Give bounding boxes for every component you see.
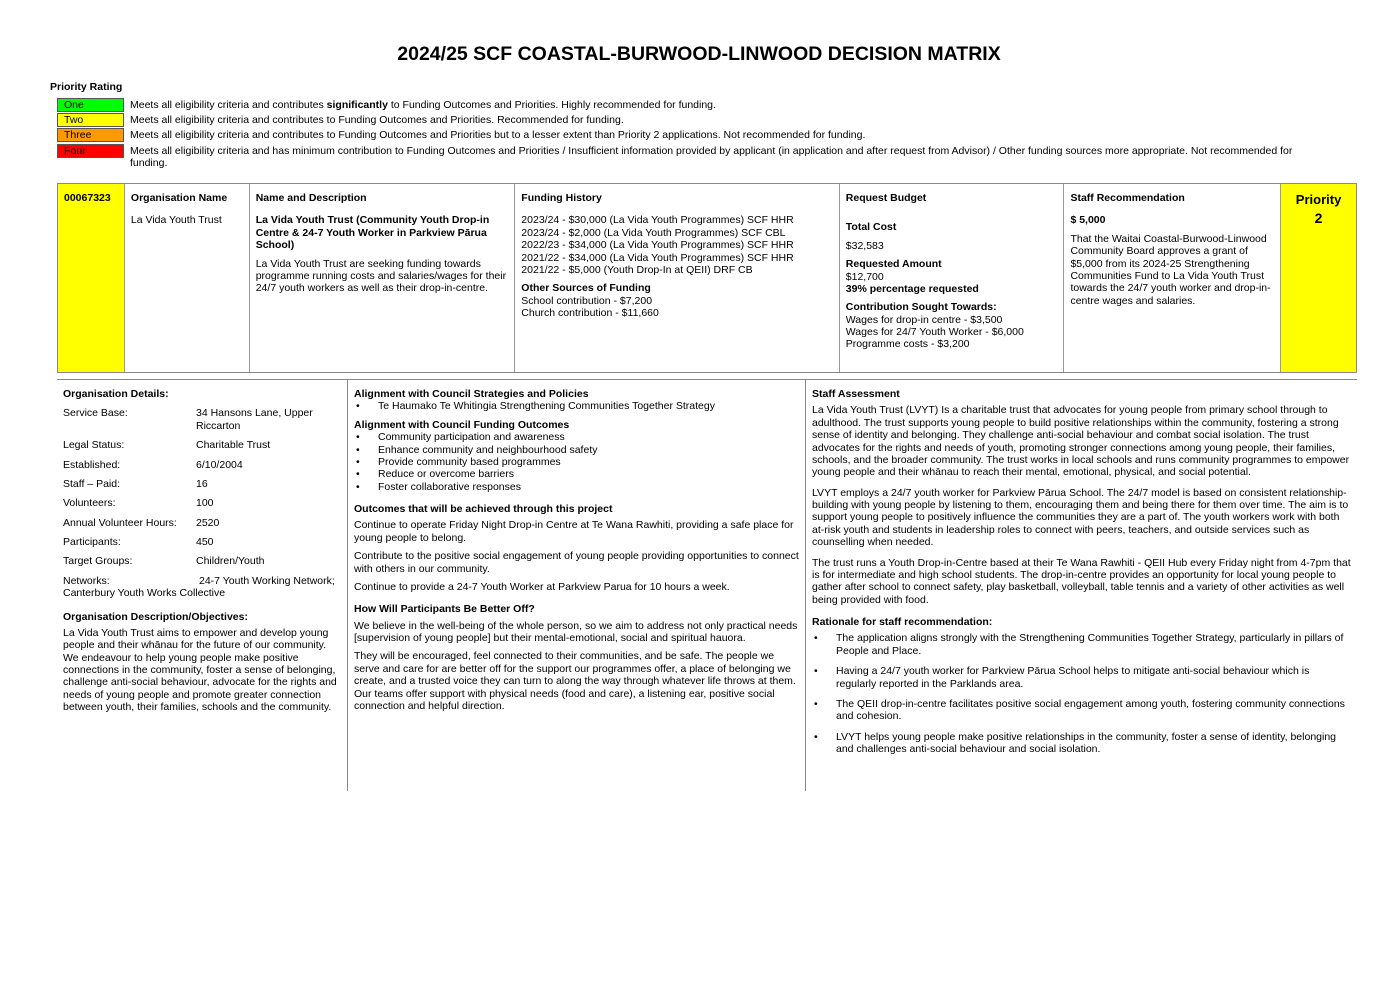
organisation-name-heading: Organisation Name — [130, 192, 228, 204]
staff-recommendation-heading: Staff Recommendation — [1070, 192, 1185, 204]
strategy-item: • Te Haumako Te Whitingia Strengthening Communities Together Strategy — [354, 400, 799, 412]
better-off-item: We believe in the well-being of the whole person, so we aim to address not only practical needs [supervision of young people] but their mental-emotional, social and spiritual hauora. — [354, 619, 798, 644]
organisation-field-label: Legal Status: — [63, 439, 125, 452]
strategies-list — [354, 400, 799, 412]
organisation-fields — [63, 407, 341, 567]
organisation-field-row — [63, 497, 341, 509]
staff-assessment-paragraphs — [812, 404, 1351, 606]
organisation-field-row — [63, 439, 341, 451]
page-title: 2024/25 SCF COASTAL-BURWOOD-LINWOOD DECISION MATRIX — [397, 43, 1001, 65]
organisation-field-value: 34 Hansons Lane, Upper Riccarton — [196, 407, 313, 432]
total-cost-heading: Total Cost — [845, 221, 897, 234]
organisation-field-label: Participants: — [63, 536, 121, 548]
organisation-field-value: 100 — [196, 497, 214, 510]
contribution-item: Wages for 24/7 Youth Worker - $6,000 — [845, 326, 1024, 338]
organisation-field-value: Charitable Trust — [196, 439, 271, 452]
contribution-item: Wages for drop-in centre - $3,500 — [845, 313, 1003, 326]
funding-history-cell — [515, 184, 839, 372]
priority-heading: Priority — [1295, 192, 1342, 207]
contribution-list — [846, 314, 1058, 351]
staff-assessment-column — [806, 380, 1357, 791]
rationale-item: • LVYT helps young people make positive relationships in the community, foster a sense of identity, belonging and challenges anti-social behaviour and social isolation. — [812, 731, 1351, 756]
organisation-field-value: 6/10/2004 — [196, 458, 243, 471]
strategies-heading: Alignment with Council Strategies and Policies — [354, 388, 589, 400]
organisation-field-label: Staff – Paid: — [63, 477, 121, 490]
priority-description — [130, 99, 1320, 111]
staff-recommendation-cell — [1064, 184, 1281, 372]
funding-outcome-item: • Community participation and awareness — [354, 431, 799, 443]
organisation-field-label: Volunteers: — [63, 497, 116, 510]
priority-description-text: Meets all eligibility criteria and contributes to Funding Outcomes and Priorities but to a lesser extent than Priority 2 applications. Not recommended for funding. — [130, 129, 866, 141]
organisation-name-cell — [125, 184, 250, 372]
organisation-field-value: 2520 — [196, 516, 220, 529]
project-title: La Vida Youth Trust (Community Youth Drop-in Centre & 24-7 Youth Worker in Parkview Pārua School) — [255, 214, 490, 252]
funding-outcome-item: • Reduce or overcome barriers — [354, 468, 799, 480]
total-cost-value: $32,583 — [845, 239, 884, 252]
project-description: La Vida Youth Trust are seeking funding towards programme running costs and salaries/wages for their 24/7 youth workers as well as their drop-in-centre. — [255, 257, 507, 295]
priority-description-text: Meets all eligibility criteria and contributes — [130, 99, 327, 111]
staff-recommendation-text: That the Waitai Coastal-Burwood-Linwood Community Board approves a grant of $5,000 from its 2024-25 Strengthening Communities Fund to La Vida Youth Trust towards the 24/7 youth worker and drop-in-centre wages and salaries. — [1070, 232, 1271, 307]
organisation-name: La Vida Youth Trust — [130, 214, 222, 227]
project-outcomes-list — [354, 519, 799, 593]
organisation-details-column — [57, 380, 348, 791]
organisation-field-label: Established: — [63, 458, 121, 471]
organisation-field-row — [63, 407, 341, 432]
funding-outcomes-heading: Alignment with Council Funding Outcomes — [354, 418, 570, 431]
other-sources-list — [521, 295, 832, 320]
organisation-field-value: 450 — [196, 536, 214, 548]
networks-row — [63, 575, 341, 600]
staff-assessment-paragraph: LVYT employs a 24/7 youth worker for Parkview Pārua School. The 24/7 model is based on consistent relationship-building with young people by listening to them, encouraging them and being there for them over time. The aim is to support young people to positively influence the communities they are a part of. The youth workers work with both at-risk youth and students in leadership roles to connect with peers, teachers, and outside services such as counselling when needed. — [812, 486, 1349, 549]
funding-history-heading: Funding History — [521, 192, 602, 204]
name-description-heading: Name and Description — [255, 192, 367, 204]
priority-description-emphasis: significantly — [326, 99, 388, 111]
organisation-field-value: 16 — [196, 477, 208, 490]
priority-description-text: to Funding Outcomes and Priorities. Highly recommended for funding. — [387, 99, 716, 111]
networks-value: 24-7 Youth Working Network; Canterbury Youth Works Collective — [63, 574, 335, 600]
request-budget-cell — [840, 184, 1065, 372]
organisation-field-row — [63, 517, 341, 529]
funding-history-item: 2023/24 - $30,000 (La Vida Youth Programmes) SCF HHR — [521, 214, 794, 227]
application-id: 00067323 — [64, 192, 111, 204]
funding-history-item: 2021/22 - $34,000 (La Vida Youth Programmes) SCF HHR — [521, 251, 794, 264]
priority-rating-row — [57, 98, 716, 112]
funding-history-list — [521, 214, 832, 276]
funding-history-item: 2022/23 - $34,000 (La Vida Youth Programmes) SCF HHR — [521, 239, 794, 252]
organisation-details-heading: Organisation Details: — [63, 388, 169, 400]
priority-description — [130, 129, 1320, 141]
organisation-field-row — [63, 478, 341, 490]
staff-recommendation-amount: $ 5,000 — [1070, 214, 1106, 227]
other-source-item: Church contribution - $11,660 — [521, 307, 659, 319]
rationale-item: • Having a 24/7 youth worker for Parkview Pārua School helps to mitigate anti-social behaviour which is regularly reported in the Parklands area. — [812, 665, 1351, 690]
organisation-description: La Vida Youth Trust aims to empower and develop young people and their whānau for the future of our community. We endeavour to help young people make positive connections in the community, foster a sense of belonging, challenge anti-social behaviour, advocate for the rights and needs of young people and promote greater connection between youth, their families, schools and the community. — [63, 626, 337, 714]
rationale-heading: Rationale for staff recommendation: — [812, 616, 993, 628]
other-sources-heading: Other Sources of Funding — [521, 282, 651, 295]
priority-rating-heading: Priority Rating — [50, 81, 123, 93]
priority-rating-row — [57, 113, 624, 127]
requested-amount-heading: Requested Amount — [845, 258, 942, 271]
staff-assessment-paragraph: La Vida Youth Trust (LVYT) Is a charitable trust that advocates for young people from primary school through to adulthood. The trust supports young people to build positive relationships within the community, fostering a strong sense of identity and belonging. They challenge anti-social behaviour and combat social isolation. The trust advocates for the rights and needs of youth, promoting stronger connections among young people, their families, schools, and the broader community. The trust works in local schools and runs community programmes to empower young people and their whānau to reach their mental, emotional, physical, and social potential. — [812, 404, 1350, 479]
requested-amount-value: $12,700 — [845, 270, 884, 283]
other-source-item: School contribution - $7,200 — [521, 294, 653, 307]
organisation-field-label: Annual Volunteer Hours: — [63, 516, 177, 529]
name-description-cell — [250, 184, 516, 372]
priority-description — [130, 114, 1320, 126]
priority-swatch: Two — [57, 113, 124, 127]
better-off-list — [354, 620, 799, 713]
project-outcome-item: Contribute to the positive social engagement of young people providing opportunities to connect with others in our community. — [354, 550, 799, 575]
priority-cell — [1281, 184, 1356, 372]
organisation-field-label: Target Groups: — [63, 555, 133, 568]
request-budget-heading: Request Budget — [845, 192, 927, 204]
project-outcome-item: Continue to provide a 24-7 Youth Worker at Parkview Parua for 10 hours a week. — [354, 580, 730, 593]
rationale-item: • The application aligns strongly with the Strengthening Communities Together Strategy, particularly in pillars of People and Place. — [812, 632, 1351, 657]
priority-swatch: Four — [57, 144, 124, 158]
priority-rating-row — [57, 144, 1293, 169]
contribution-heading: Contribution Sought Towards: — [845, 301, 997, 314]
organisation-field-row — [63, 459, 341, 471]
staff-assessment-paragraph: The trust runs a Youth Drop-in-Centre based at their Te Wana Rawhiti - QEII Hub every Friday night from 4-7pm that is for intermediate and high school students. The drop-in-centre provides an opportunity for local young people to gather after school to connect safety, play basketball, volleyball, table tennis and a variety of other activities as well being provided with food. — [812, 556, 1351, 606]
funding-outcome-item: • Foster collaborative responses — [354, 481, 799, 493]
better-off-heading: How Will Participants Be Better Off? — [354, 603, 535, 616]
priority-rating-row — [57, 128, 866, 142]
organisation-field-value: Children/Youth — [196, 555, 265, 568]
priority-swatch: Three — [57, 128, 124, 142]
organisation-field-row — [63, 536, 341, 548]
funding-outcomes-list — [354, 431, 799, 493]
contribution-item: Programme costs - $3,200 — [845, 338, 970, 351]
priority-description — [130, 145, 1320, 169]
alignment-column — [348, 380, 806, 791]
funding-history-item: 2021/22 - $5,000 (Youth Drop-In at QEII) DRF CB — [521, 263, 753, 276]
organisation-description-heading: Organisation Description/Objectives: — [63, 610, 248, 623]
better-off-item: They will be encouraged, feel connected to their communities, and be safe. The people we serve and care for are better off for the support our programmes offer, a place of belonging we create, and a trusted voice they can turn to along the way through whatever life throws at them. Our teams offer support with physical needs (food and care), a listening ear, positive social connection and helpful direction. — [354, 650, 796, 712]
networks-label: Networks: — [63, 574, 110, 587]
application-summary-table — [57, 183, 1357, 373]
project-outcomes-heading: Outcomes that will be achieved through this project — [354, 503, 613, 515]
priority-description-text: Meets all eligibility criteria and has minimum contribution to Funding Outcomes and Priorities / Insufficient information provided by applicant (in application and after request from Advisor) / Other funding sources more appropriate. Not recommended for funding. — [130, 145, 1293, 169]
funding-history-item: 2023/24 - $2,000 (La Vida Youth Programmes) SCF CBL — [521, 226, 786, 239]
project-outcome-item: Continue to operate Friday Night Drop-in Centre at Te Wana Rawhiti, providing a safe place for young people to belong. — [354, 519, 794, 544]
percentage-requested: 39% percentage requested — [845, 282, 979, 295]
rationale-item: • The QEII drop-in-centre facilitates positive social engagement among youth, fostering community connections and cohesion. — [812, 698, 1351, 723]
application-id-cell — [58, 184, 125, 372]
priority-swatch: One — [57, 98, 124, 112]
organisation-field-label: Service Base: — [63, 407, 128, 420]
funding-outcome-item: • Enhance community and neighbourhood safety — [354, 444, 799, 456]
organisation-field-row — [63, 555, 341, 567]
rationale-list — [812, 632, 1351, 755]
application-details — [57, 379, 1357, 791]
priority-description-text: Meets all eligibility criteria and contributes to Funding Outcomes and Priorities. Recommended for funding. — [130, 114, 624, 126]
priority-value: 2 — [1314, 210, 1323, 227]
staff-assessment-heading: Staff Assessment — [812, 388, 900, 400]
funding-outcome-item: • Provide community based programmes — [354, 456, 799, 468]
